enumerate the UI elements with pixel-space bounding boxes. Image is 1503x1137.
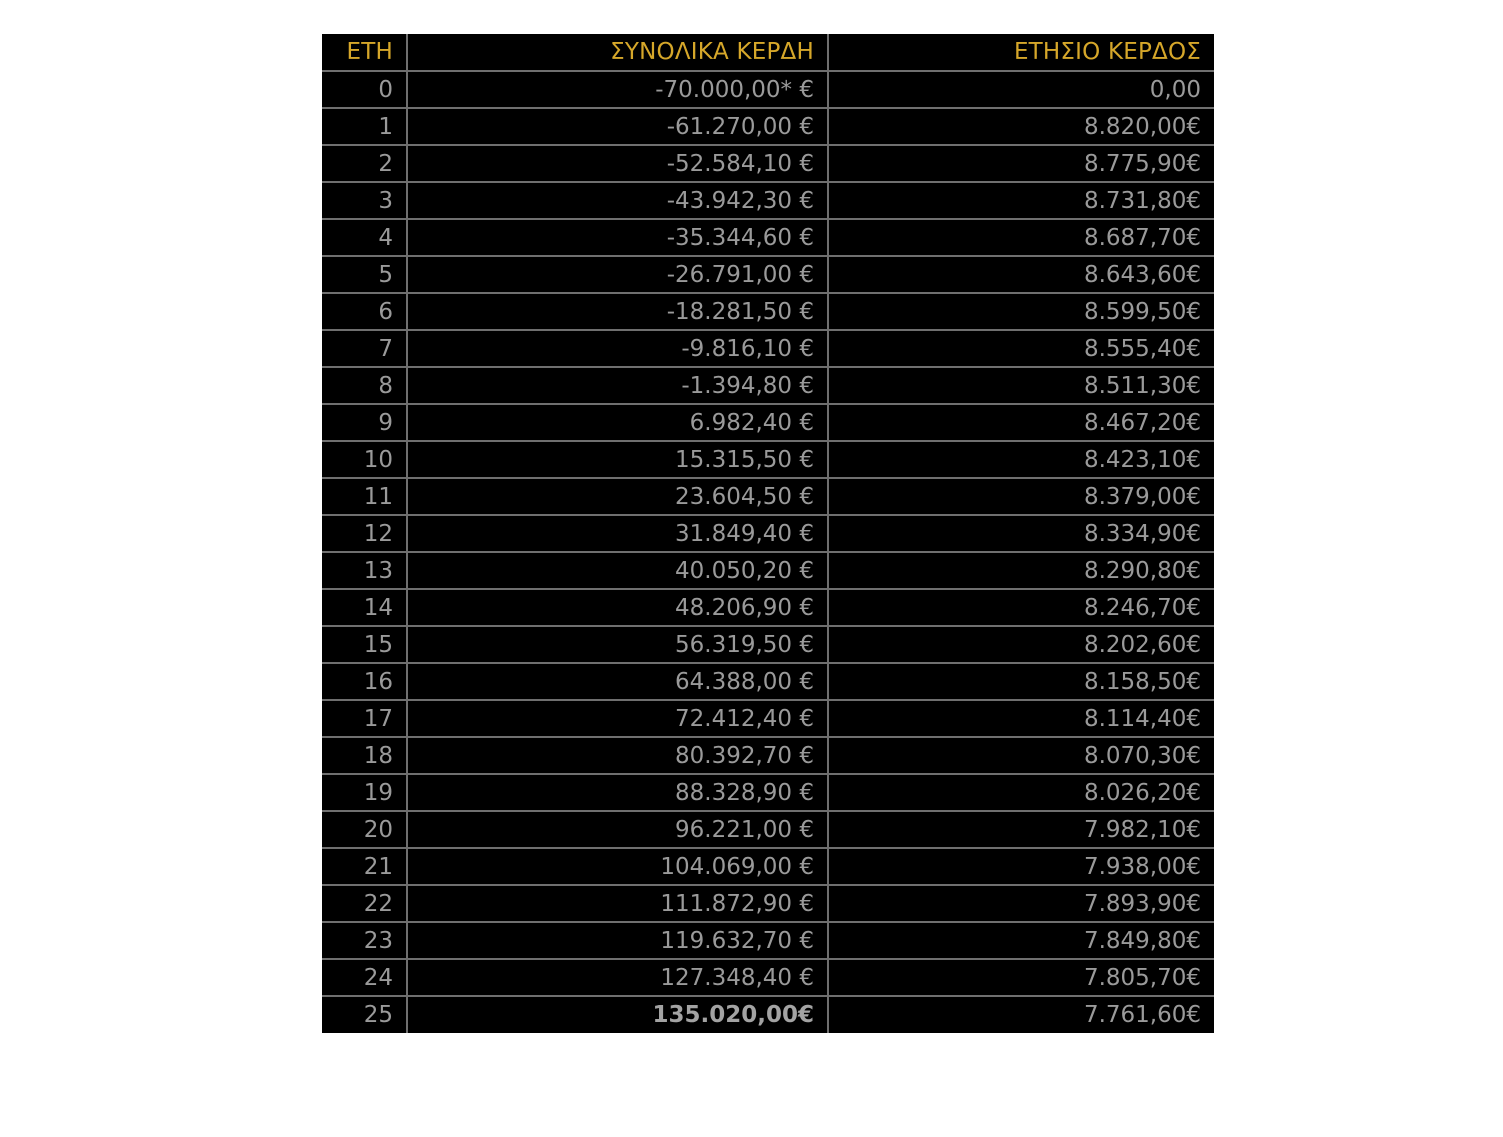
table-row — [322, 996, 1214, 1033]
cell-year: 5 — [322, 256, 407, 293]
table-row — [322, 256, 1214, 293]
cell-total-profit: 48.206,90 € — [407, 589, 828, 626]
cell-year: 10 — [322, 441, 407, 478]
cell-total-profit: 135.020,00€ — [407, 996, 828, 1033]
cell-annual-profit: 8.290,80€ — [828, 552, 1214, 589]
cell-total-profit: 72.412,40 € — [407, 700, 828, 737]
cell-year: 14 — [322, 589, 407, 626]
header-annual-profit: ΕΤΗΣΙΟ ΚΕΡΔΟΣ — [828, 34, 1214, 71]
cell-total-profit: 127.348,40 € — [407, 959, 828, 996]
cell-year: 4 — [322, 219, 407, 256]
table-row — [322, 219, 1214, 256]
cell-annual-profit: 8.246,70€ — [828, 589, 1214, 626]
table-row — [322, 700, 1214, 737]
cell-year: 15 — [322, 626, 407, 663]
cell-annual-profit: 8.599,50€ — [828, 293, 1214, 330]
table-row — [322, 441, 1214, 478]
header-years: ΕΤΗ — [322, 34, 407, 71]
cell-year: 20 — [322, 811, 407, 848]
cell-annual-profit: 8.423,10€ — [828, 441, 1214, 478]
table-row — [322, 848, 1214, 885]
table-row — [322, 663, 1214, 700]
cell-year: 16 — [322, 663, 407, 700]
table-row — [322, 589, 1214, 626]
cell-annual-profit: 8.775,90€ — [828, 145, 1214, 182]
cell-annual-profit: 7.938,00€ — [828, 848, 1214, 885]
header-total-profit: ΣΥΝΟΛΙΚΑ ΚΕΡΔΗ — [407, 34, 828, 71]
table-header — [322, 34, 1214, 71]
cell-annual-profit: 8.026,20€ — [828, 774, 1214, 811]
cell-year: 13 — [322, 552, 407, 589]
cell-year: 18 — [322, 737, 407, 774]
cell-total-profit: -61.270,00 € — [407, 108, 828, 145]
table-row — [322, 774, 1214, 811]
table-row — [322, 404, 1214, 441]
cell-total-profit: -9.816,10 € — [407, 330, 828, 367]
cell-year: 2 — [322, 145, 407, 182]
cell-annual-profit: 8.555,40€ — [828, 330, 1214, 367]
cell-annual-profit: 8.643,60€ — [828, 256, 1214, 293]
cell-year: 19 — [322, 774, 407, 811]
table-row — [322, 182, 1214, 219]
cell-total-profit: 104.069,00 € — [407, 848, 828, 885]
cell-year: 22 — [322, 885, 407, 922]
table-row — [322, 145, 1214, 182]
cell-annual-profit: 7.849,80€ — [828, 922, 1214, 959]
cell-total-profit: -26.791,00 € — [407, 256, 828, 293]
cell-total-profit: -35.344,60 € — [407, 219, 828, 256]
cell-total-profit: 40.050,20 € — [407, 552, 828, 589]
cell-year: 23 — [322, 922, 407, 959]
cell-year: 17 — [322, 700, 407, 737]
cell-annual-profit: 7.761,60€ — [828, 996, 1214, 1033]
cell-total-profit: 56.319,50 € — [407, 626, 828, 663]
table-body — [322, 71, 1214, 1033]
cell-total-profit: 64.388,00 € — [407, 663, 828, 700]
profit-table-container — [322, 34, 1214, 1033]
cell-annual-profit: 8.070,30€ — [828, 737, 1214, 774]
cell-year: 3 — [322, 182, 407, 219]
table-row — [322, 108, 1214, 145]
cell-year: 25 — [322, 996, 407, 1033]
table-row — [322, 885, 1214, 922]
cell-year: 7 — [322, 330, 407, 367]
cell-annual-profit: 7.982,10€ — [828, 811, 1214, 848]
cell-year: 9 — [322, 404, 407, 441]
cell-year: 21 — [322, 848, 407, 885]
cell-annual-profit: 8.379,00€ — [828, 478, 1214, 515]
cell-total-profit: -70.000,00* € — [407, 71, 828, 108]
cell-total-profit: 119.632,70 € — [407, 922, 828, 959]
table-row — [322, 626, 1214, 663]
cell-annual-profit: 7.893,90€ — [828, 885, 1214, 922]
table-row — [322, 71, 1214, 108]
table-row — [322, 552, 1214, 589]
cell-year: 1 — [322, 108, 407, 145]
cell-total-profit: 111.872,90 € — [407, 885, 828, 922]
cell-total-profit: 80.392,70 € — [407, 737, 828, 774]
table-row — [322, 330, 1214, 367]
cell-annual-profit: 8.731,80€ — [828, 182, 1214, 219]
cell-annual-profit: 8.158,50€ — [828, 663, 1214, 700]
table-row — [322, 293, 1214, 330]
cell-year: 12 — [322, 515, 407, 552]
cell-annual-profit: 8.334,90€ — [828, 515, 1214, 552]
cell-year: 8 — [322, 367, 407, 404]
cell-total-profit: -52.584,10 € — [407, 145, 828, 182]
table-row — [322, 922, 1214, 959]
cell-total-profit: 6.982,40 € — [407, 404, 828, 441]
table-row — [322, 811, 1214, 848]
cell-total-profit: 15.315,50 € — [407, 441, 828, 478]
table-row — [322, 959, 1214, 996]
cell-year: 0 — [322, 71, 407, 108]
table-row — [322, 737, 1214, 774]
cell-total-profit: -43.942,30 € — [407, 182, 828, 219]
cell-total-profit: -18.281,50 € — [407, 293, 828, 330]
cell-annual-profit: 8.467,20€ — [828, 404, 1214, 441]
cell-year: 6 — [322, 293, 407, 330]
cell-annual-profit: 8.202,60€ — [828, 626, 1214, 663]
table-row — [322, 367, 1214, 404]
header-row — [322, 34, 1214, 71]
cell-annual-profit: 8.511,30€ — [828, 367, 1214, 404]
cell-annual-profit: 8.820,00€ — [828, 108, 1214, 145]
cell-annual-profit: 8.687,70€ — [828, 219, 1214, 256]
cell-total-profit: 88.328,90 € — [407, 774, 828, 811]
table-row — [322, 478, 1214, 515]
cell-year: 11 — [322, 478, 407, 515]
cell-annual-profit: 0,00 — [828, 71, 1214, 108]
cell-total-profit: 23.604,50 € — [407, 478, 828, 515]
cell-total-profit: -1.394,80 € — [407, 367, 828, 404]
cell-annual-profit: 7.805,70€ — [828, 959, 1214, 996]
cell-total-profit: 96.221,00 € — [407, 811, 828, 848]
cell-total-profit: 31.849,40 € — [407, 515, 828, 552]
profit-table — [322, 34, 1214, 1033]
cell-year: 24 — [322, 959, 407, 996]
table-row — [322, 515, 1214, 552]
cell-annual-profit: 8.114,40€ — [828, 700, 1214, 737]
